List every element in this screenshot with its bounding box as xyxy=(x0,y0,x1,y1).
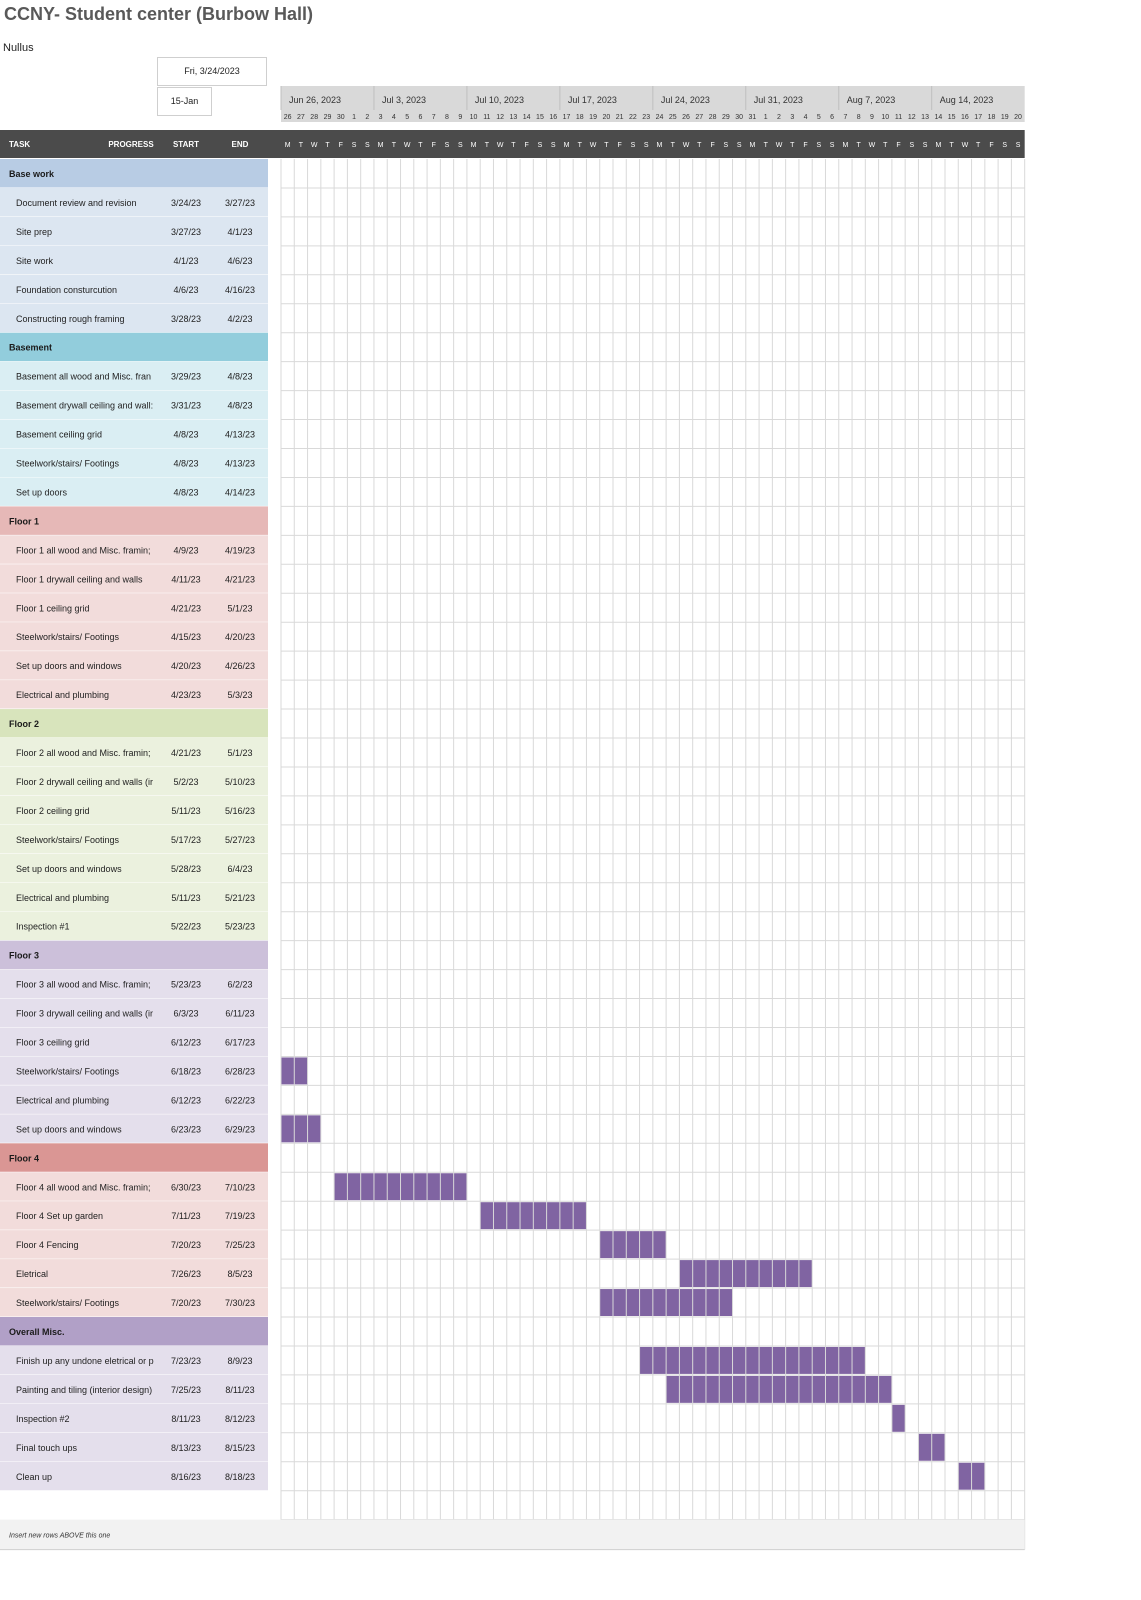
task-end: 4/13/23 xyxy=(224,458,256,469)
task-end: 3/27/23 xyxy=(224,197,256,208)
day-letter: F xyxy=(431,142,436,149)
day-number: 31 xyxy=(748,114,757,121)
task-end: 7/25/23 xyxy=(224,1240,256,1251)
task-end: 8/12/23 xyxy=(224,1413,256,1424)
task-start: 4/6/23 xyxy=(173,284,199,295)
day-number: 16 xyxy=(961,114,969,121)
day-letter: T xyxy=(325,142,330,149)
day-letter: T xyxy=(670,142,675,149)
day-letter: F xyxy=(710,142,715,149)
day-number: 29 xyxy=(721,114,730,121)
day-letter: F xyxy=(338,142,343,149)
day-letter: T xyxy=(763,142,768,149)
task-name: Foundation consturcution xyxy=(16,284,118,295)
day-number: 28 xyxy=(708,114,717,121)
day-letter: M xyxy=(842,142,849,149)
task-end: 6/29/23 xyxy=(224,1124,256,1135)
day-letter: W xyxy=(961,142,969,149)
day-letter: T xyxy=(577,142,582,149)
gantt-bar[interactable] xyxy=(600,1231,666,1258)
day-letter: T xyxy=(856,142,861,149)
section-label: Floor 3 xyxy=(9,950,40,961)
task-end: 4/8/23 xyxy=(227,400,253,411)
task-end: 5/27/23 xyxy=(224,834,256,845)
task-end: 8/18/23 xyxy=(224,1471,256,1482)
task-name: Inspection #1 xyxy=(16,921,70,932)
day-number: 2 xyxy=(365,114,370,121)
task-start: 4/21/23 xyxy=(170,603,202,614)
task-end: 8/9/23 xyxy=(227,1355,253,1366)
task-start: 7/26/23 xyxy=(170,1269,202,1280)
task-start: 6/18/23 xyxy=(170,1066,202,1077)
day-letter: S xyxy=(1015,142,1021,149)
day-number: 6 xyxy=(830,114,835,121)
day-letter: S xyxy=(736,142,742,149)
task-start: 4/8/23 xyxy=(173,429,199,440)
task-end: 4/1/23 xyxy=(227,226,253,237)
task-end: 7/19/23 xyxy=(224,1211,256,1222)
task-start: 4/23/23 xyxy=(170,690,202,701)
task-end: 5/23/23 xyxy=(224,921,256,932)
task-name: Set up doors and windows xyxy=(16,661,122,672)
week-label: Jul 24, 2023 xyxy=(660,95,710,105)
task-end: 5/21/23 xyxy=(224,892,256,903)
day-number: 10 xyxy=(881,114,890,121)
day-letter: T xyxy=(604,142,609,149)
week-label: Jul 31, 2023 xyxy=(753,95,803,105)
day-number: 29 xyxy=(323,114,332,121)
day-number: 30 xyxy=(336,114,345,121)
task-end: 4/19/23 xyxy=(224,545,256,556)
day-number: 14 xyxy=(522,114,531,121)
section-label: Overall Misc. xyxy=(9,1327,65,1337)
task-name: Electrical and plumbing xyxy=(16,1095,110,1106)
task-start: 6/3/23 xyxy=(173,1008,199,1019)
section-header-2 xyxy=(0,506,268,535)
day-number: 12 xyxy=(907,114,916,121)
day-letter: F xyxy=(617,142,622,149)
task-start: 6/12/23 xyxy=(170,1095,202,1106)
day-letter: M xyxy=(935,142,942,149)
task-name: Eletrical xyxy=(16,1269,49,1280)
task-end: 6/11/23 xyxy=(225,1008,255,1019)
task-start: 4/11/23 xyxy=(171,574,201,585)
task-end: 4/26/23 xyxy=(224,661,256,672)
task-name: Final touch ups xyxy=(16,1442,78,1453)
task-start: 7/23/23 xyxy=(170,1355,202,1366)
task-name: Steelwork/stairs/ Footings xyxy=(16,632,120,643)
day-number: 1 xyxy=(352,114,356,121)
task-start: 4/8/23 xyxy=(173,487,199,498)
day-letter: S xyxy=(537,142,543,149)
day-number: 26 xyxy=(682,114,690,121)
task-start: 3/27/23 xyxy=(170,226,202,237)
day-letter: S xyxy=(550,142,556,149)
day-letter: M xyxy=(656,142,663,149)
day-letter: F xyxy=(803,142,808,149)
task-end: 5/3/23 xyxy=(227,690,253,701)
task-name: Set up doors xyxy=(16,487,68,498)
day-number: 5 xyxy=(816,114,821,121)
task-start: 4/1/23 xyxy=(173,255,199,266)
task-start: 5/28/23 xyxy=(170,863,202,874)
day-letter: S xyxy=(1002,142,1008,149)
section-label: Floor 1 xyxy=(9,516,40,527)
day-number: 4 xyxy=(803,114,808,121)
day-letter: W xyxy=(496,142,504,149)
day-number: 18 xyxy=(575,114,584,121)
day-letter: S xyxy=(643,142,649,149)
day-letter: S xyxy=(444,142,450,149)
task-end: 6/28/23 xyxy=(224,1066,256,1077)
week-label: Aug 14, 2023 xyxy=(939,95,994,105)
day-letter: S xyxy=(909,142,915,149)
day-letter: W xyxy=(403,142,411,149)
task-start: 8/13/23 xyxy=(170,1442,202,1453)
week-label: Jun 26, 2023 xyxy=(289,95,342,105)
day-number: 21 xyxy=(615,114,624,121)
task-name: Finish up any undone eletrical or p xyxy=(16,1355,154,1366)
section-header-4 xyxy=(0,941,268,970)
task-end: 6/2/23 xyxy=(227,979,253,990)
day-number: 4 xyxy=(391,114,396,121)
day-letter: S xyxy=(723,142,729,149)
day-number: 10 xyxy=(469,114,478,121)
task-name: Floor 1 all wood and Misc. framin; xyxy=(16,545,151,556)
day-number: 20 xyxy=(1014,114,1022,121)
day-number: 9 xyxy=(458,114,463,121)
task-name: Floor 1 drywall ceiling and walls xyxy=(16,574,143,585)
day-number: 15 xyxy=(536,114,544,121)
day-number: 17 xyxy=(974,114,983,121)
day-number: 18 xyxy=(987,114,996,121)
column-header-progress: PROGRESS xyxy=(108,140,154,149)
day-number: 12 xyxy=(496,114,505,121)
day-letter: T xyxy=(949,142,954,149)
task-end: 4/21/23 xyxy=(224,574,256,585)
day-number: 27 xyxy=(297,114,305,121)
day-letter: T xyxy=(976,142,981,149)
task-start: 6/23/23 xyxy=(170,1124,202,1135)
task-start: 7/20/23 xyxy=(170,1240,202,1251)
day-number: 19 xyxy=(1000,114,1009,121)
day-letter: W xyxy=(868,142,876,149)
task-end: 6/17/23 xyxy=(224,1037,256,1048)
section-label: Basement xyxy=(9,342,53,353)
task-name: Painting and tiling (interior design) xyxy=(16,1384,153,1395)
day-number: 14 xyxy=(934,114,943,121)
day-letter: W xyxy=(589,142,597,149)
task-start: 5/22/23 xyxy=(170,921,202,932)
day-number: 28 xyxy=(310,114,319,121)
day-letter: M xyxy=(563,142,570,149)
gantt-bar[interactable] xyxy=(640,1347,866,1374)
task-start: 3/31/23 xyxy=(170,400,202,411)
sheet-title: CCNY- Student center (Burbow Hall) xyxy=(4,4,314,24)
task-start: 7/11/23 xyxy=(171,1211,201,1222)
day-number: 23 xyxy=(642,114,651,121)
task-start: 6/12/23 xyxy=(170,1037,202,1048)
column-header-start: START xyxy=(172,140,200,149)
day-number: 13 xyxy=(509,114,518,121)
task-start: 6/30/23 xyxy=(170,1182,202,1193)
day-letter: F xyxy=(524,142,529,149)
day-number: 8 xyxy=(856,114,861,121)
task-end: 4/2/23 xyxy=(227,313,253,324)
task-name: Floor 2 drywall ceiling and walls (ir xyxy=(16,776,154,787)
task-start: 7/25/23 xyxy=(170,1384,202,1395)
task-name: Document review and revision xyxy=(16,197,137,208)
week-label: Jul 17, 2023 xyxy=(567,95,617,105)
day-letter: W xyxy=(682,142,690,149)
section-header-3 xyxy=(0,709,268,738)
day-letter: T xyxy=(883,142,888,149)
day-number: 22 xyxy=(629,114,637,121)
day-number: 9 xyxy=(870,114,874,121)
column-header-end: END xyxy=(231,140,249,149)
task-name: Set up doors and windows xyxy=(16,1124,122,1135)
task-name: Inspection #2 xyxy=(16,1413,70,1424)
task-name: Electrical and plumbing xyxy=(16,892,110,903)
day-letter: S xyxy=(351,142,357,149)
task-name: Set up doors and windows xyxy=(16,863,122,874)
day-letter: S xyxy=(364,142,370,149)
day-letter: S xyxy=(630,142,636,149)
task-start: 8/11/23 xyxy=(171,1413,201,1424)
day-letter: T xyxy=(790,142,795,149)
task-name: Floor 2 all wood and Misc. framin; xyxy=(16,748,151,758)
day-number: 11 xyxy=(483,114,491,121)
week-label: Jul 3, 2023 xyxy=(381,95,427,105)
day-letter: T xyxy=(391,142,397,149)
column-header-task: TASK xyxy=(9,140,31,149)
day-number: 24 xyxy=(655,114,664,121)
day-letter: T xyxy=(511,142,516,149)
task-start: 5/11/23 xyxy=(171,805,201,816)
display-week-cell[interactable]: 15-Jan xyxy=(157,87,212,116)
day-letter: F xyxy=(896,142,901,149)
task-name: Steelwork/stairs/ Footings xyxy=(16,834,120,845)
section-label: Base work xyxy=(9,169,55,179)
task-start: 5/2/23 xyxy=(173,776,199,787)
day-letter: W xyxy=(775,142,783,149)
task-name: Floor 4 Fencing xyxy=(16,1240,79,1251)
task-name: Basement ceiling grid xyxy=(16,429,103,440)
task-end: 8/5/23 xyxy=(227,1269,253,1280)
section-label: Floor 2 xyxy=(9,719,40,730)
task-name: Steelwork/stairs/ Footings xyxy=(16,1298,120,1309)
task-start: 4/9/23 xyxy=(173,545,199,556)
task-name: Floor 3 all wood and Misc. framin; xyxy=(16,979,151,990)
task-end: 6/22/23 xyxy=(224,1095,256,1106)
task-name: Floor 4 Set up garden xyxy=(16,1211,104,1222)
day-letter: T xyxy=(697,142,702,149)
day-number: 20 xyxy=(602,114,611,121)
task-start: 4/21/23 xyxy=(170,748,202,758)
task-start: 4/8/23 xyxy=(173,458,199,469)
footer-row xyxy=(0,1520,1025,1550)
task-end: 7/30/23 xyxy=(224,1298,256,1309)
day-letter: M xyxy=(284,142,291,149)
task-end: 5/16/23 xyxy=(224,805,256,816)
day-letter: S xyxy=(922,142,928,149)
task-start: 4/20/23 xyxy=(170,661,202,672)
footer-note: Insert new rows ABOVE this one xyxy=(9,1532,111,1540)
day-number: 3 xyxy=(378,114,383,121)
task-name: Site work xyxy=(16,255,54,266)
day-letter: M xyxy=(470,142,477,149)
task-start: 8/16/23 xyxy=(170,1471,202,1482)
task-start: 7/20/23 xyxy=(170,1298,202,1309)
day-number: 13 xyxy=(921,114,929,121)
day-number: 2 xyxy=(777,114,781,121)
day-number: 27 xyxy=(695,114,704,121)
task-name: Basement all wood and Misc. fran xyxy=(16,371,152,382)
day-letter: T xyxy=(484,142,489,149)
task-start: 3/24/23 xyxy=(170,197,202,208)
task-name: Floor 4 all wood and Misc. framin; xyxy=(16,1182,151,1193)
task-end: 4/8/23 xyxy=(227,371,253,382)
task-end: 4/16/23 xyxy=(224,284,256,295)
day-number: 1 xyxy=(763,114,768,121)
task-end: 8/15/23 xyxy=(224,1442,256,1453)
task-end: 5/1/23 xyxy=(227,603,253,614)
task-end: 4/20/23 xyxy=(224,632,256,643)
task-name: Floor 2 ceiling grid xyxy=(16,805,90,816)
day-letter: S xyxy=(816,142,822,149)
day-letter: M xyxy=(377,142,384,149)
day-number: 6 xyxy=(418,114,423,121)
day-number: 8 xyxy=(445,114,449,121)
day-number: 7 xyxy=(843,114,848,121)
task-end: 5/1/23 xyxy=(227,748,253,758)
task-name: Basement drywall ceiling and wall: xyxy=(16,400,154,411)
day-number: 25 xyxy=(668,114,677,121)
week-label: Aug 7, 2023 xyxy=(846,95,896,105)
task-name: Electrical and plumbing xyxy=(16,690,110,701)
task-name: Steelwork/stairs/ Footings xyxy=(16,1066,120,1077)
task-end: 5/10/23 xyxy=(224,776,256,787)
day-number: 3 xyxy=(790,114,795,121)
task-name: Clean up xyxy=(16,1471,53,1482)
task-end: 8/11/23 xyxy=(225,1384,255,1395)
task-end: 7/10/23 xyxy=(224,1182,256,1193)
section-label: Floor 4 xyxy=(9,1153,40,1164)
task-name: Steelwork/stairs/ Footings xyxy=(16,458,120,469)
task-start: 5/17/23 xyxy=(170,834,202,845)
task-name: Constructing rough framing xyxy=(16,313,125,324)
task-end: 6/4/23 xyxy=(227,863,253,874)
day-letter: T xyxy=(418,142,423,149)
gantt-bar[interactable] xyxy=(666,1376,892,1403)
day-number: 11 xyxy=(894,114,903,121)
day-letter: S xyxy=(457,142,463,149)
day-number: 30 xyxy=(735,114,744,121)
day-number: 16 xyxy=(549,114,558,121)
week-label: Jul 10, 2023 xyxy=(474,95,524,105)
gantt-bar[interactable] xyxy=(281,1115,321,1142)
task-end: 4/13/23 xyxy=(224,429,256,440)
day-number: 15 xyxy=(947,114,956,121)
day-number: 26 xyxy=(283,114,292,121)
day-letter: W xyxy=(310,142,318,149)
day-letter: M xyxy=(749,142,756,149)
section-header-5 xyxy=(0,1143,268,1172)
project-start-cell[interactable]: Fri, 3/24/2023 xyxy=(157,57,267,86)
gantt-bar[interactable] xyxy=(892,1405,905,1432)
task-name: Floor 3 ceiling grid xyxy=(16,1037,90,1048)
day-number: 17 xyxy=(562,114,571,121)
day-number: 7 xyxy=(431,114,436,121)
task-start: 3/29/23 xyxy=(170,371,202,382)
task-start: 5/11/23 xyxy=(171,892,201,903)
day-number: 19 xyxy=(589,114,597,121)
day-number: 5 xyxy=(405,114,410,121)
company-name: Nullus xyxy=(3,42,34,54)
task-start: 3/28/23 xyxy=(170,313,202,324)
task-end: 4/14/23 xyxy=(224,487,256,498)
task-name: Floor 1 ceiling grid xyxy=(16,603,90,614)
day-letter: F xyxy=(989,142,994,149)
task-name: Floor 3 drywall ceiling and walls (ir xyxy=(16,1008,154,1019)
task-end: 4/6/23 xyxy=(227,255,253,266)
task-start: 4/15/23 xyxy=(170,632,202,643)
task-name: Site prep xyxy=(16,226,53,237)
day-letter: S xyxy=(829,142,835,149)
day-letter: T xyxy=(298,142,304,149)
task-start: 5/23/23 xyxy=(170,979,202,990)
